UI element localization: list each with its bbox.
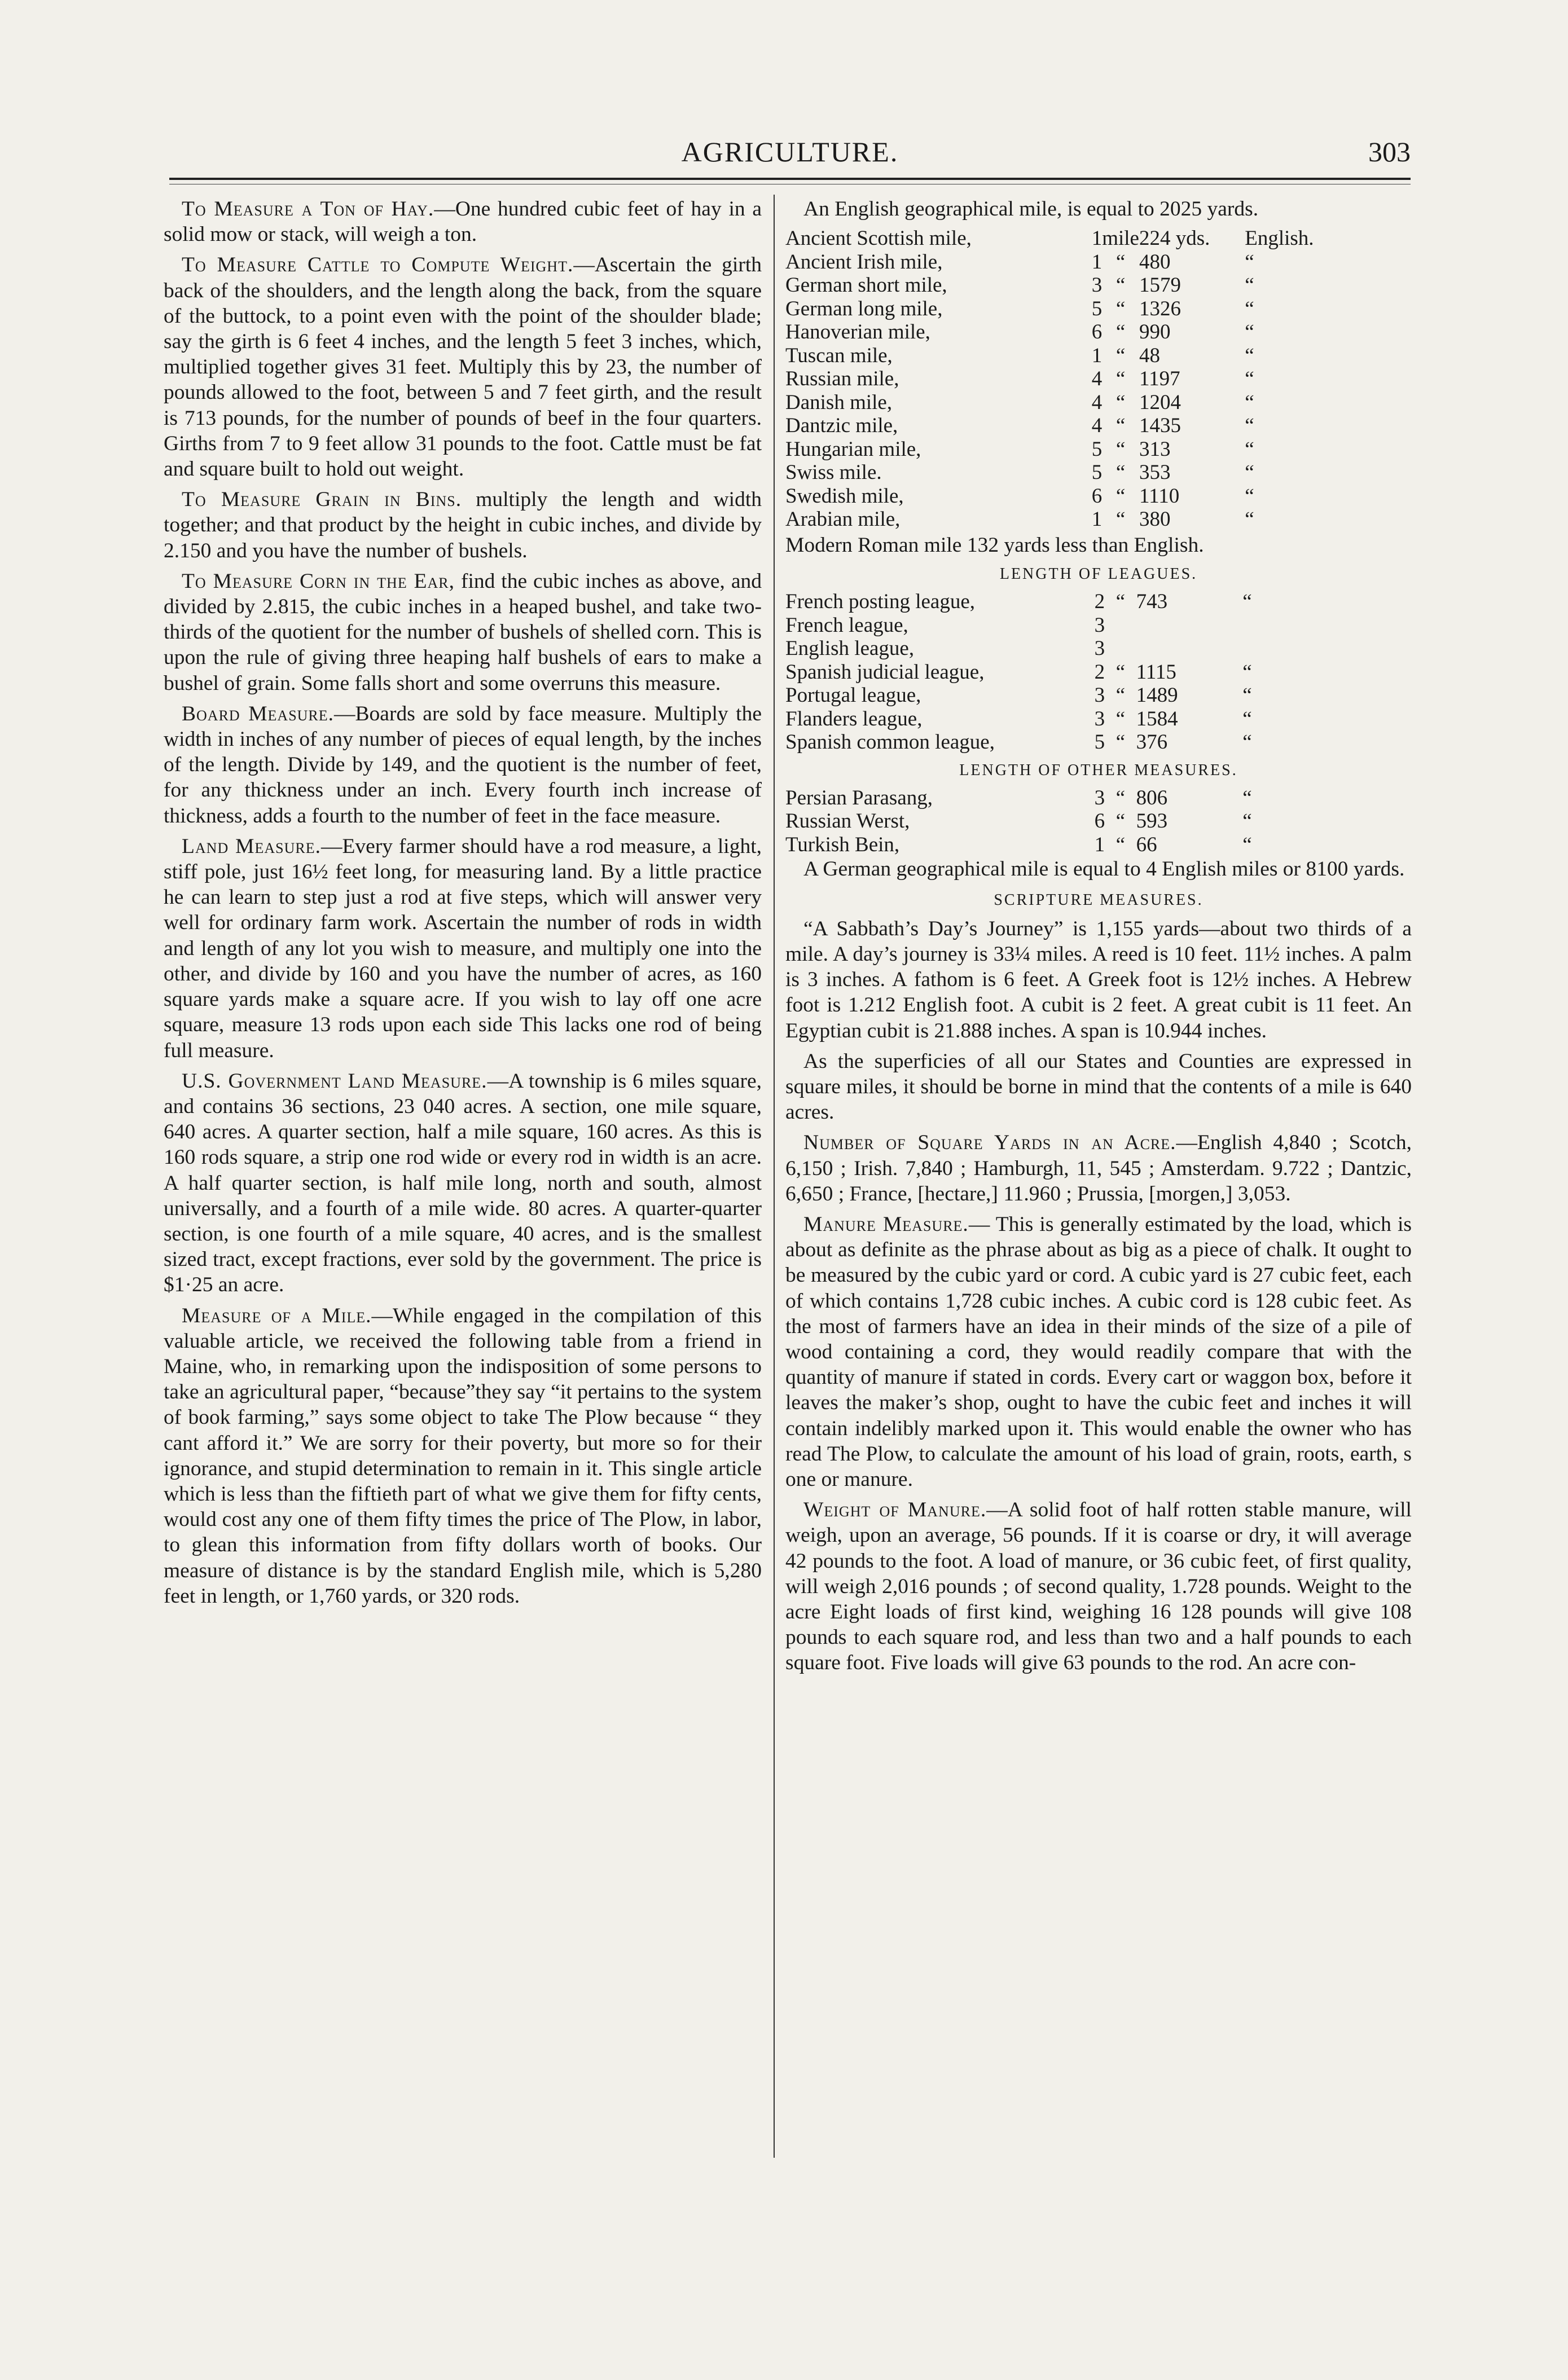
measure-mark: “ <box>1115 660 1126 684</box>
scripture-heading: SCRIPTURE MEASURES. <box>994 891 1204 909</box>
measure-unit: “ <box>1242 684 1252 707</box>
measure-value: 480 <box>1139 250 1171 274</box>
measure-value: 1584 <box>1136 707 1178 731</box>
measure-value: 806 <box>1136 786 1168 810</box>
measure-unit: “ <box>1245 344 1254 367</box>
measure-mark: “ <box>1115 344 1126 367</box>
running-head <box>169 135 1411 175</box>
measure-name: Tuscan mile, <box>785 344 893 367</box>
right-column <box>785 196 1412 1681</box>
measure-name: Arabian mile, <box>785 508 901 531</box>
article-paragraph <box>785 1212 1412 1492</box>
measure-value: 990 <box>1139 320 1171 344</box>
measure-value <box>1136 637 1243 661</box>
measure-mark: “ <box>1115 390 1126 414</box>
article-paragraph <box>164 196 762 247</box>
article-heading: To Measure Corn in the Ear, <box>182 569 455 593</box>
article-paragraph <box>164 1068 762 1298</box>
measure-value: 1489 <box>1136 684 1178 707</box>
measure-name: Ancient Scottish mile, <box>785 227 972 250</box>
measure-num: 3 <box>1094 786 1105 810</box>
measure-unit: “ <box>1242 786 1252 810</box>
measure-unit: “ <box>1245 297 1254 320</box>
measure-row <box>785 461 1412 485</box>
measure-num: 3 <box>1094 613 1105 637</box>
article-heading: Weight of Manure. <box>803 1498 987 1522</box>
measure-row <box>785 274 1412 297</box>
other-measures-table <box>785 786 1412 857</box>
measure-value: 1579 <box>1139 274 1181 297</box>
measure-value: 313 <box>1139 437 1171 461</box>
measure-value: 743 <box>1136 590 1168 614</box>
measure-value: 1197 <box>1139 367 1180 391</box>
measure-mark: “ <box>1115 320 1126 344</box>
measure-mark: “ <box>1115 414 1126 438</box>
article-paragraph <box>164 1303 762 1609</box>
header-rule <box>169 178 1411 180</box>
measure-name: Swiss mile. <box>785 461 882 485</box>
measure-mark: mile <box>1102 227 1139 250</box>
measure-num: 5 <box>1091 461 1103 485</box>
article-body: —A township is 6 miles square, and contains 36 sections, 23 040 acres. A section, one mile square, 640 acres. A quarter section, half a mile square, 160 acres. As this is 160 rods square, a strip one rod wide or every rod in width is an acre. A half quarter section, is half mile long, north and south, almost universally, and a fourth of a mile wide. 80 acres. A quarter-quarter section, is one fourth of a mile square, 40 acres, and is the smallest sized tract, except fractions, ever sold by the government. The price is $1·25 an acre. <box>164 1069 762 1297</box>
article-paragraph <box>164 569 762 696</box>
page-number: 303 <box>1368 136 1411 168</box>
measure-name: Russian mile, <box>785 367 899 391</box>
measure-mark: “ <box>1115 707 1126 731</box>
article-heading: To Measure Cattle to Compute Weight. <box>182 253 574 277</box>
measure-row <box>785 367 1412 391</box>
article-body: —Boards are sold by face measure. Multiply the width in inches of any number of pieces of equal length, by the inches of the length. Divide by 149, and the quotient is the number of feet, for any thickness under an inch. Every fourth inch increase of thickness, adds a fourth to the number of feet in the face measure. <box>164 702 762 828</box>
measure-row <box>785 786 1412 810</box>
measure-mark: “ <box>1115 684 1126 707</box>
measure-unit: “ <box>1245 250 1254 274</box>
measure-unit: “ <box>1245 437 1254 461</box>
article-heading: Manure Measure. <box>803 1212 969 1236</box>
measure-mark: “ <box>1115 367 1126 391</box>
measure-name: Flanders league, <box>785 707 923 731</box>
measure-value: 48 <box>1139 344 1160 367</box>
leagues-table <box>785 590 1412 754</box>
measure-unit: “ <box>1245 274 1254 297</box>
measure-name: Hungarian mile, <box>785 437 921 461</box>
article-heading: Land Measure. <box>182 834 322 858</box>
measure-row <box>785 414 1412 438</box>
article-heading: Measure of a Mile. <box>182 1304 372 1327</box>
measure-row <box>785 614 1412 637</box>
measure-num: 2 <box>1094 590 1105 614</box>
measure-mark <box>1105 637 1136 661</box>
measure-name: Hanoverian mile, <box>785 320 930 344</box>
measure-name: Spanish judicial league, <box>785 660 985 684</box>
measure-unit: “ <box>1242 590 1252 614</box>
measure-row <box>785 810 1412 833</box>
running-title: AGRICULTURE. <box>681 136 899 168</box>
measure-unit: “ <box>1245 320 1254 344</box>
measure-row <box>785 833 1412 857</box>
article-body: multiply the length and width together; and that product by the height in cubic inches, and divide by 2.150 and you have the number of bushels. <box>164 488 762 562</box>
measure-row <box>785 731 1412 754</box>
measure-row <box>785 684 1412 707</box>
article-body: —A solid foot of half rotten stable manure, will weigh, upon an average, 56 pounds. If it is coarse or dry, it will average 42 pounds to the foot. A load of manure, or 36 cubic feet, of first quality, will weigh 2,016 pounds ; of second quality, 1.728 pounds. Weight to the acre Eight loads of first kind, weighing 16 128 pounds will give 108 pounds to each square rod, and less than two and a half pounds to each square foot. Five loads will give 63 pounds to the rod. An acre con- <box>785 1498 1412 1675</box>
measure-mark: “ <box>1115 274 1126 297</box>
measure-num: 5 <box>1091 437 1103 461</box>
measure-row <box>785 297 1412 321</box>
measure-unit: “ <box>1242 833 1252 856</box>
german-mile-note: A German geographical mile is equal to 4 English miles or 8100 yards. <box>803 857 1405 881</box>
measure-num: 1 <box>1091 344 1103 367</box>
miles-table <box>785 227 1412 531</box>
measure-row <box>785 485 1412 508</box>
measure-num: 3 <box>1094 707 1105 731</box>
measure-value: 380 <box>1139 508 1171 531</box>
measure-num: 3 <box>1094 637 1105 661</box>
measure-mark: “ <box>1115 731 1126 754</box>
measure-unit: “ <box>1242 707 1252 731</box>
measure-num: 2 <box>1094 660 1105 684</box>
measure-value: 353 <box>1139 461 1171 485</box>
measure-name: English league, <box>785 637 915 661</box>
measure-num: 4 <box>1091 414 1103 438</box>
measure-num: 1 <box>1091 508 1103 531</box>
article-paragraph <box>785 1497 1412 1675</box>
article-body: — This is generally estimated by the load, which is about as definite as the phrase about as big as a piece of chalk. It ought to be measured by the cubic yard or cord. A cubic yard is 27 cubic feet, each of which contains 1,728 cubic inches. A cubic cord is 128 cubic feet. As the most of farmers have an idea in their minds of the size of a pile of wood containing a cord, they would readily compare that with the quantity of manure if stated in cords. Every cart or waggon box, before it leaves the maker’s shop, ought to have the cubic feet and inches it will contain indelibly marked upon it. This would enable the owner who has read The Plow, to calculate the amount of his load of grain, roots, earth, s one or manure. <box>785 1212 1412 1491</box>
measure-value: 593 <box>1136 810 1168 833</box>
article-paragraph <box>164 487 762 564</box>
leagues-heading: LENGTH OF LEAGUES. <box>999 565 1198 583</box>
measure-num: 6 <box>1091 320 1103 344</box>
measure-row <box>785 661 1412 684</box>
measure-num: 6 <box>1091 484 1103 508</box>
measure-name: Spanish common league, <box>785 731 995 754</box>
measure-name: German long mile, <box>785 297 943 320</box>
article-paragraph <box>164 701 762 829</box>
measure-num: 5 <box>1091 297 1103 320</box>
measure-unit: “ <box>1245 367 1254 391</box>
article-body: —English 4,840 ; Scotch, 6,150 ; Irish. 7,840 ; Hamburgh, 11, 545 ; Amsterdam. 9.722 ; Dantzic, 6,650 ; France, [hectare,] 11.960 ; Prussia, [morgen,] 3,053. <box>785 1131 1412 1206</box>
column-divider <box>774 195 775 2158</box>
measure-mark: “ <box>1115 297 1126 320</box>
article-body: —One hundred cubic feet of hay in a solid mow or stack, will weigh a ton. <box>164 197 762 247</box>
measure-value: 1326 <box>1139 297 1181 320</box>
superficies-text: As the superficies of all our States and Counties are expressed in square miles, it should be borne in mind that the contents of a mile is 640 acres. <box>785 1049 1412 1124</box>
measure-name: Swedish mile, <box>785 484 904 508</box>
article-heading: Board Measure. <box>182 702 335 725</box>
measure-row <box>785 707 1412 731</box>
measure-unit: “ <box>1242 810 1252 833</box>
measure-unit: “ <box>1245 461 1254 485</box>
measure-value: 376 <box>1136 731 1168 754</box>
measure-num: 1 <box>1094 833 1105 856</box>
article-body: —Ascertain the girth back of the shoulders, and the length along the back, from the square of the buttock, to a point even with the point of the shoulder blade; say the girth is 6 feet 4 inches, and the length 5 feet 3 inches, which, multiplied together gives 31 feet. Multiply this by 23, the number of pounds allowed to the foot, between 5 and 7 feet girth, and the result is 713 pounds, for the number of pounds of beef in the four quarters. Girths from 7 to 9 feet allow 31 pounds to the foot. Cattle must be fat and square built to hold out weight. <box>164 253 762 481</box>
measure-num: 4 <box>1091 390 1103 414</box>
measure-num: 1 <box>1091 250 1103 274</box>
measure-num: 4 <box>1091 367 1103 391</box>
measure-unit: “ <box>1245 508 1254 531</box>
measure-name: Turkish Bein, <box>785 833 900 856</box>
measure-value: 1115 <box>1136 660 1176 684</box>
measure-value <box>1136 614 1243 637</box>
article-heading: U.S. Government Land Measure. <box>182 1069 487 1093</box>
measure-value: 1204 <box>1139 390 1181 414</box>
measure-mark: “ <box>1115 437 1126 461</box>
measure-row <box>785 250 1412 274</box>
measure-num: 1 <box>1091 227 1103 250</box>
measure-name: Dantzic mile, <box>785 414 898 438</box>
measure-name: Ancient Irish mile, <box>785 250 943 274</box>
measure-row <box>785 590 1412 614</box>
measure-mark: “ <box>1115 250 1126 274</box>
measure-value: 1435 <box>1139 414 1181 438</box>
article-heading: Number of Square Yards in an Acre. <box>803 1131 1176 1155</box>
measure-row <box>785 227 1412 250</box>
article-heading: To Measure Grain in Bins. <box>182 488 462 512</box>
measure-unit: “ <box>1242 660 1252 684</box>
measure-num: 5 <box>1094 731 1105 754</box>
measure-unit <box>1242 614 1412 637</box>
article-body: find the cubic inches as above, and divided by 2.815, the cubic inches in a heaped bushel, and take two-thirds of the quotient for the number of bushels of shelled corn. This is upon the rule of giving three heaping half bushels of ears to make a bushel of grain. Some falls short and some overruns this measure. <box>164 569 762 695</box>
article-paragraph <box>164 834 762 1063</box>
measure-mark: “ <box>1115 810 1126 833</box>
measure-unit: “ <box>1245 390 1254 414</box>
measure-unit: “ <box>1245 414 1254 438</box>
measure-row <box>785 391 1412 415</box>
modern-roman-note: Modern Roman mile 132 yards less than English. <box>785 533 1204 557</box>
measure-mark: “ <box>1115 786 1126 810</box>
measure-value: 66 <box>1136 833 1157 856</box>
measure-unit: “ <box>1242 731 1252 754</box>
measure-num: 6 <box>1094 810 1105 833</box>
measure-num: 3 <box>1094 684 1105 707</box>
measure-mark: “ <box>1115 590 1126 614</box>
article-body: —Every farmer should have a rod measure, a light, stiff pole, just 16½ feet long, for measuring land. By a little practice he can learn to step just a rod at five steps, which will answer very well for ordinary farm work. Ascertain the number of rods in width and length of any lot you wish to measure, and multiply one into the other, and divide by 160 and you have the number of acres, as 160 square yards make a square acre. If you wish to lay off one acre square, measure 13 rods upon each side This lacks one rod of being full measure. <box>164 834 762 1062</box>
measure-mark: “ <box>1115 461 1126 485</box>
left-column <box>164 196 762 1614</box>
measure-mark: “ <box>1115 484 1126 508</box>
measure-name: French posting league, <box>785 590 975 614</box>
measure-unit <box>1242 637 1412 661</box>
measure-name: Russian Werst, <box>785 810 910 833</box>
measure-num: 3 <box>1091 274 1103 297</box>
article-body: —While engaged in the compilation of this valuable article, we received the following table from a friend in Maine, who, in remarking upon the indisposition of some persons to take an agricultural paper, “because”they say “it pertains to the system of book farming,” says some object to take The Plow because “ they cant afford it.” We are sorry for their poverty, but more so for their ignorance, and stupid determination to remain in it. This single article which is less than the fiftieth part of what we give them for fifty cents, would cost any one of them fifty times the price of The Plow, in labor, to glean this information from fifty dollars worth of books. Our measure of distance is by the standard English mile, which is 5,280 feet in length, or 1,760 yards, or 320 rods. <box>164 1304 762 1608</box>
other-measures-heading: LENGTH OF OTHER MEASURES. <box>959 761 1238 779</box>
measure-name: German short mile, <box>785 274 947 297</box>
article-paragraph <box>785 1130 1412 1207</box>
measure-name: French league, <box>785 613 908 637</box>
measure-mark <box>1105 614 1136 637</box>
measure-unit: “ <box>1245 484 1254 508</box>
measure-row <box>785 320 1412 344</box>
measure-row <box>785 438 1412 461</box>
geographical-mile-note: An English geographical mile, is equal to 2025 yards. <box>803 197 1259 221</box>
measure-name: Danish mile, <box>785 390 893 414</box>
measure-name: Portugal league, <box>785 684 921 707</box>
measure-mark: “ <box>1115 833 1126 856</box>
article-heading: To Measure a Ton of Hay. <box>182 197 434 221</box>
measure-row <box>785 508 1412 531</box>
measure-value: 1110 <box>1139 484 1180 508</box>
measure-name: Persian Parasang, <box>785 786 933 810</box>
right-paragraphs <box>785 1130 1412 1675</box>
scripture-text: “A Sabbath’s Day’s Journey” is 1,155 yards—about two thirds of a mile. A day’s journey is 33¼ miles. A reed is 10 feet. 11½ inches. A palm is 3 inches. A fathom is 6 feet. A Greek foot is 12½ inches. A Hebrew foot is 1.212 English foot. A cubit is 2 feet. A great cubit is 11 feet. An Egyptian cubit is 21.888 inches. A span is 10.944 inches. <box>785 917 1412 1042</box>
article-paragraph <box>164 252 762 482</box>
measure-row <box>785 637 1412 661</box>
measure-mark: “ <box>1115 508 1126 531</box>
measure-value: 224 yds. <box>1139 227 1210 250</box>
measure-row <box>785 344 1412 368</box>
measure-unit: English. <box>1245 227 1314 250</box>
